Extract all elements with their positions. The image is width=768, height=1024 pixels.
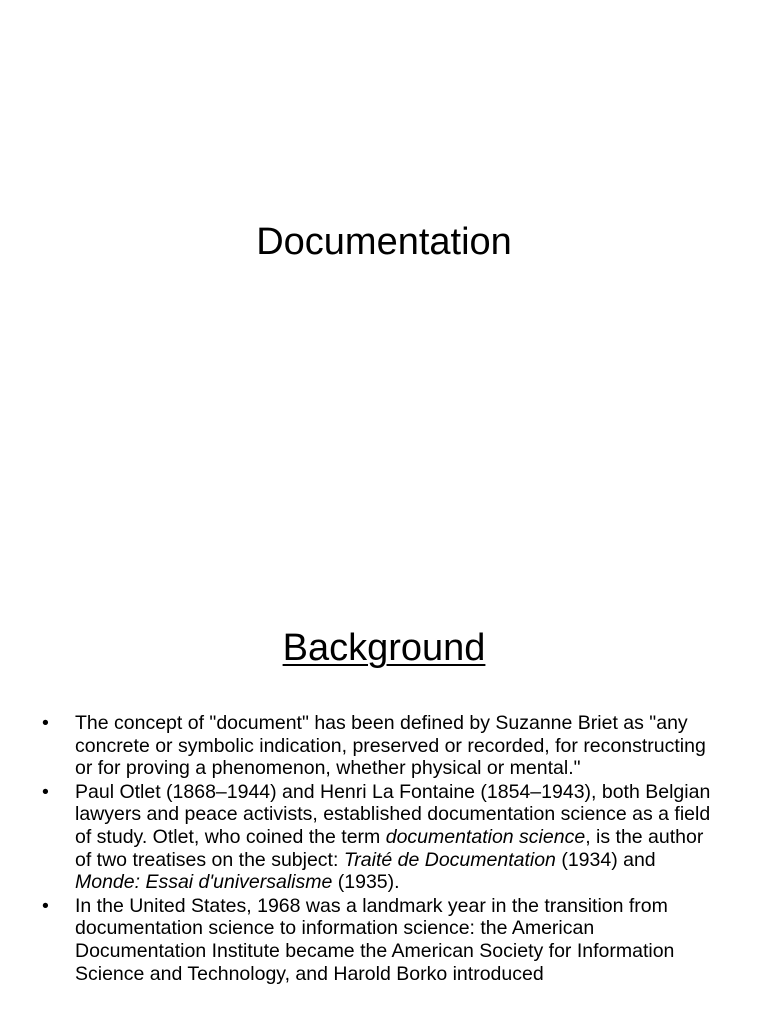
bullet-item bbox=[38, 895, 718, 985]
section-heading-text: Background bbox=[282, 627, 486, 669]
bullet-item bbox=[38, 781, 718, 894]
bullet-text: , is the author of two treatises on the subject: bbox=[75, 825, 704, 871]
slide-background bbox=[0, 576, 768, 1024]
section-heading bbox=[0, 624, 768, 672]
bullet-dot-icon: • bbox=[42, 780, 49, 803]
bullet-item bbox=[38, 712, 718, 780]
bullet-text: (1935). bbox=[332, 871, 400, 894]
bullet-text: In the United States, 1968 was a landmark year in the transition from documentation science to information science: the American Documentation Institute became the American Society for Information Science and Technology, and Harold Borko introduced bbox=[75, 894, 675, 985]
bullet-text: (1934) and bbox=[555, 848, 656, 871]
slide-title: Documentation bbox=[256, 221, 512, 263]
bullet-dot-icon: • bbox=[42, 894, 49, 917]
bullet-dot-icon: • bbox=[42, 712, 49, 734]
bullet-italic-text: documentation science bbox=[385, 825, 586, 848]
bullet-text: The concept of "document" has been defined by Suzanne Briet as "any concrete or symbolic indication, preserved or recorded, for reconstructing or for proving a phenomenon, whether physical or mental." bbox=[75, 712, 706, 780]
bullet-text: Paul Otlet (1868–1944) and Henri La Fontaine (1854–1943), both Belgian lawyers and peace activists, established documentation science as a field of study. Otlet, who coined the term bbox=[75, 780, 711, 848]
bullet-italic-text: Monde: Essai d'universalisme bbox=[75, 871, 333, 894]
bullet-italic-text: Traité de Documentation bbox=[343, 848, 556, 871]
bullet-list bbox=[38, 712, 718, 986]
